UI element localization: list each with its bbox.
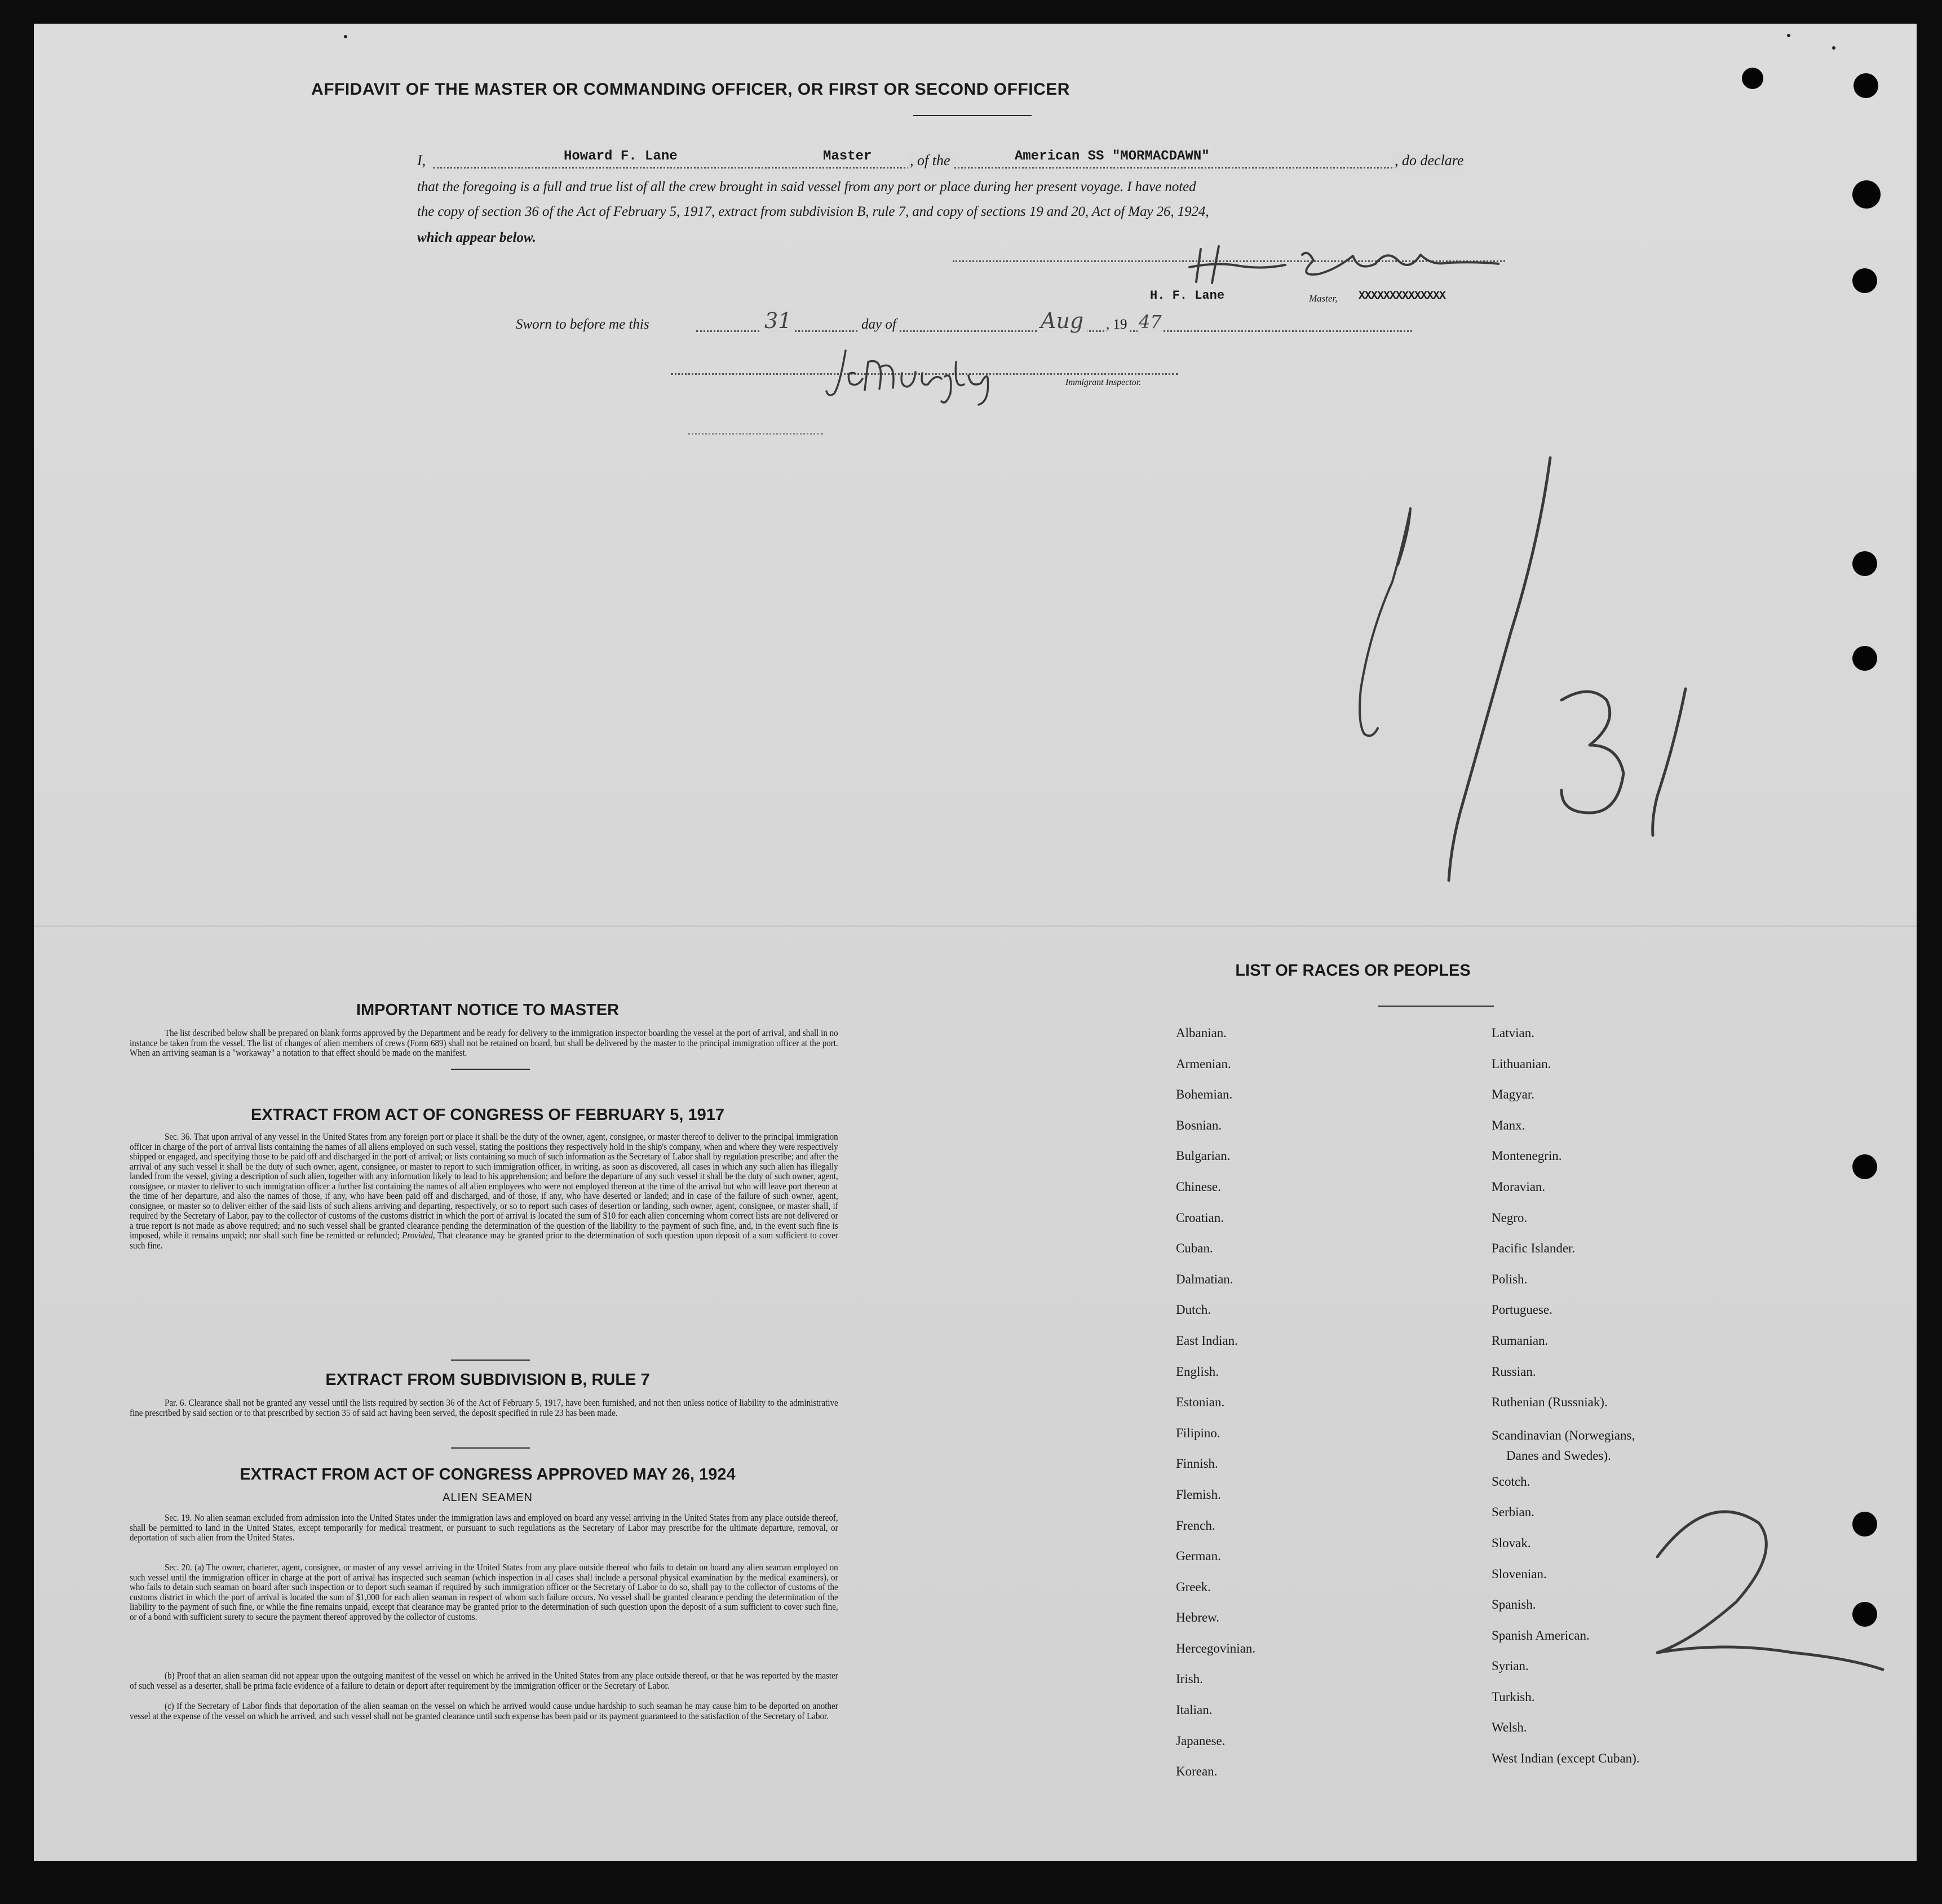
race-item: Cuban. — [1176, 1241, 1213, 1256]
sec36-text: Sec. 36. That upon arrival of any vessel in the United States from any foreign port or place it shall be the duty of the owner, agent, consignee, or master thereof to deliver to the principal immigration officer in charge of the port of arrival lists containing the names of all aliens employed on such vessel, stating the positions they respectively hold in the ship's company, when and where they were respectively shipped or engaged, and specifying those to be paid off and discharged in the port of arrival; or lists containing so much of such information as the Secretary of Labor shall by regulation prescribe; and after the arrival of any such vessel it shall be the duty of such owner, agent, consignee, or master to report to such immigration officer, in writing, as soon as discovered, all cases in which any such alien has illegally landed from the vessel, giving a description of such alien, together with any information likely to lead to his apprehension; and before the departure of any such vessel it shall be the duty of such owner, agent, consignee, or master to deliver to such immigration officer a further list containing the names of all alien employees who were not employed thereon at the time of the arrival but who will leave port thereon at the time of her departure, and also the names of those, if any, who have been paid off and discharged, and of those, if any, who have deserted or landed; and in case of the failure of such owner, agent, consignee, or master so to deliver either of the said lists of such aliens arriving and departing, respectively, or so to report such cases of desertion or landing, such owner, agent, consignee, or master shall, if required by the Secretary of Labor, pay to the collector of customs of the customs district in which the port of arrival is located the sum of $10 for each alien concerning whom correct lists are not delivered or a true report is not made as above required; and no such vessel shall be granted clearance pending the determination of the question of the liability to the payment of such fine, and, in the event such fine is imposed, while it remains unpaid; nor shall such fine be remitted or refunded; — [130, 1131, 838, 1241]
section-rule — [451, 1447, 530, 1449]
master-rank: Master — [823, 149, 872, 164]
race-item: Hercegovinian. — [1176, 1641, 1256, 1655]
affidavit-title: AFFIDAVIT OF THE MASTER OR COMMANDING OFFICER, OR FIRST OR SECOND OFFICER — [311, 80, 1070, 99]
race-item: Bohemian. — [1176, 1087, 1233, 1102]
binder-hole — [1852, 268, 1877, 293]
binder-hole — [1853, 73, 1878, 98]
speck — [344, 35, 347, 38]
race-item-line: Scandinavian (Norwegians, — [1492, 1428, 1635, 1442]
race-item: Polish. — [1492, 1272, 1528, 1286]
extract-rule7-title: EXTRACT FROM SUBDIVISION B, RULE 7 — [325, 1371, 650, 1389]
speck — [1832, 46, 1835, 50]
struck-out-title: XXXXXXXXXXXXXX — [1359, 290, 1446, 303]
extract-rule7-text: Par. 6. Clearance shall not be granted any vessel until the lists required by section 36 of the Act of February 5, 1917, have been furnished, and not then unless notice of liability to the administrative fine prescribed by said section or to that prescribed by section 35 of said act having been served, the deposit specified in rule 23 has been made. — [130, 1397, 838, 1418]
handwritten-page-number — [1325, 452, 1731, 892]
extract-1917-title: EXTRACT FROM ACT OF CONGRESS OF FEBRUARY 5, 1917 — [250, 1106, 725, 1124]
document-sheet — [34, 24, 1917, 1861]
race-item: Turkish. — [1492, 1689, 1535, 1704]
race-item: Estonian. — [1176, 1395, 1225, 1410]
proviso-word: Provided, — [402, 1230, 435, 1241]
year-prefix: , 19 — [1106, 317, 1127, 332]
sec19-text: Sec. 19. No alien seaman excluded from admission into the United States under the immigration laws and employed on board any vessel arriving in the United States from any place outside thereof, shall be permitted to land in the United States, except temporarily for medical treatment, or pursuant to such regulations as the Secretary of Labor may prescribe for the ultimate departure, removal, or deportation of such alien from the United States. — [130, 1512, 838, 1543]
proviso-text: That clearance may be granted prior to the determination of such question upon deposit of a sum sufficient to cover such fine. — [130, 1230, 838, 1251]
title-rule — [913, 115, 1032, 116]
race-item: Portuguese. — [1492, 1303, 1552, 1317]
notice-title: IMPORTANT NOTICE TO MASTER — [356, 1001, 620, 1019]
race-item: Spanish American. — [1492, 1628, 1590, 1642]
race-item: Dutch. — [1176, 1303, 1211, 1317]
declaration-line-1 — [417, 152, 426, 169]
notice-text: The list described below shall be prepared on blank forms approved by the Department and be ready for delivery to the immigration inspector boarding the vessel at the port of arrival, and shall in no instance be taken from the vessel. The list of changes of alien members of crews (Form 689) shall not be retained on board, but shall be delivered by the master to the principal immigration officer at the port. When an arriving seaman is a "workaway" a notation to that effect should be made on the manifest. — [130, 1028, 838, 1058]
section-rule — [451, 1360, 530, 1361]
sworn-prefix: Sworn to before me this — [516, 317, 649, 332]
of-the-text: , of the — [908, 152, 953, 169]
stray-dots — [688, 433, 823, 435]
race-item: Chinese. — [1176, 1179, 1221, 1194]
race-item: Greek. — [1176, 1579, 1211, 1594]
race-item: Bulgarian. — [1176, 1149, 1231, 1163]
binder-hole — [1852, 180, 1881, 209]
sec20a-text: Sec. 20. (a) The owner, charterer, agent, consignee, or master of any vessel arriving in the United States from any place outside thereof who fails to detain on board any alien seaman employed on such vessel until the immigration officer in charge at the port of arrival has inspected such seaman (which inspection in all cases shall include a personal physical examination by the medical examiners), or who fails to detain such seaman on board after such inspection or to deport such seaman if required by such immigration officer or the Secretary of Labor to do so, shall pay to the collector of customs of the customs district in which the port of arrival is located the sum of $1,000 for each alien seaman in respect of whom such failure occurs. No vessel shall be granted clearance pending the determination of the liability to the payment of such fine, or while the fine remains unpaid, except that clearance may be granted prior to the determination of such question upon the deposit of a sum sufficient to cover such fine, or of a bond with sufficient surety to secure the payment thereof approved by the collector of customs. — [130, 1562, 838, 1622]
extract-1917-text — [130, 1132, 838, 1250]
year-suffix: 47 — [1139, 311, 1162, 333]
race-item: Ruthenian (Russniak). — [1492, 1395, 1608, 1410]
race-item: Armenian. — [1176, 1056, 1231, 1071]
race-item: Croatian. — [1176, 1210, 1224, 1225]
race-item: Japanese. — [1176, 1733, 1226, 1748]
race-item: Spanish. — [1492, 1597, 1536, 1612]
race-item: Moravian. — [1492, 1179, 1546, 1194]
race-item: Serbian. — [1492, 1505, 1535, 1520]
declaration-line-2: that the foregoing is a full and true list of all the crew brought in said vessel from any port or place during her present voyage. I have noted — [417, 179, 1196, 194]
binder-hole — [1852, 551, 1877, 576]
race-item — [1492, 1426, 1640, 1475]
race-item: Scotch. — [1492, 1474, 1530, 1489]
do-declare-text: , do declare — [1392, 152, 1464, 169]
race-item: Magyar. — [1492, 1087, 1535, 1102]
race-item: Montenegrin. — [1492, 1149, 1562, 1163]
handwritten-mark — [1624, 1489, 1905, 1681]
race-item: Welsh. — [1492, 1720, 1527, 1735]
races-left-column — [1176, 1026, 1255, 1795]
races-right-column — [1492, 1026, 1640, 1782]
race-item: Bosnian. — [1176, 1118, 1222, 1132]
race-item: Albanian. — [1176, 1026, 1227, 1040]
day-of-text: day of — [858, 317, 900, 333]
race-item: Finnish. — [1176, 1456, 1218, 1471]
master-name: Howard F. Lane — [564, 149, 678, 164]
race-item: German. — [1176, 1549, 1221, 1564]
race-item: West Indian (except Cuban). — [1492, 1751, 1640, 1766]
race-item: Lithuanian. — [1492, 1056, 1551, 1071]
sec20b-text: (b) Proof that an alien seaman did not appear upon the outgoing manifest of the vessel on which he arrived in the United States from any place outside thereof, or that he was reported by the master of such vessel as a deserter, shall be prima facie evidence of a failure to detain or deport after requirement by the immigration officer or the Secretary of Labor. — [130, 1670, 838, 1691]
race-item: Russian. — [1492, 1364, 1536, 1379]
section-rule — [451, 1069, 530, 1070]
race-item: Irish. — [1176, 1672, 1203, 1686]
line-prefix: I, — [417, 152, 426, 169]
extract-1924-subtitle: ALIEN SEAMEN — [443, 1491, 533, 1504]
master-label: Master, — [1309, 293, 1338, 304]
binder-hole — [1852, 1154, 1877, 1179]
race-item: Hebrew. — [1176, 1610, 1220, 1625]
race-item: Negro. — [1492, 1210, 1528, 1225]
page-fold — [34, 926, 1917, 927]
races-title: LIST OF RACES OR PEOPLES — [1235, 962, 1471, 980]
race-item: Dalmatian. — [1176, 1272, 1233, 1286]
race-item: Filipino. — [1176, 1425, 1220, 1440]
race-item: English. — [1176, 1364, 1219, 1379]
race-item: Italian. — [1176, 1703, 1213, 1717]
speck — [1787, 34, 1790, 37]
race-item: Rumanian. — [1492, 1333, 1549, 1348]
inspector-label: Immigrant Inspector. — [1065, 378, 1142, 387]
race-item: French. — [1176, 1518, 1215, 1533]
race-item: Slovak. — [1492, 1535, 1531, 1550]
sec20c-text: (c) If the Secretary of Labor finds that deportation of the alien seaman on the vessel on which he arrived would cause undue hardship to such seaman he may cause him to be deported on another vessel at the expense of the vessel on which he arrived, and such vessel shall not be granted clearance until such expense has been paid or its payment guaranteed to the satisfaction of the Secretary of Labor. — [130, 1701, 838, 1721]
race-item: Pacific Islander. — [1492, 1241, 1576, 1256]
race-item: Manx. — [1492, 1118, 1525, 1132]
sworn-day: 31 — [761, 308, 795, 333]
declaration-line-3: the copy of section 36 of the Act of February 5, 1917, extract from subdivision B, rule 7, and copy of sections 19 and 20, Act of May 26, 1924, — [417, 204, 1209, 219]
race-item: East Indian. — [1176, 1333, 1238, 1348]
master-signature — [1184, 215, 1499, 294]
races-title-rule — [1378, 1006, 1494, 1007]
race-item: Korean. — [1176, 1764, 1218, 1779]
declaration-line-4: which appear below. — [417, 230, 536, 245]
inspector-signature — [823, 339, 1026, 407]
race-item: Latvian. — [1492, 1026, 1534, 1040]
binder-hole — [1852, 646, 1877, 671]
race-item: Syrian. — [1492, 1659, 1529, 1673]
binder-hole — [1742, 68, 1763, 89]
race-item: Slovenian. — [1492, 1566, 1547, 1581]
vessel-name: American SS "MORMACDAWN" — [1015, 149, 1210, 164]
extract-1924-title: EXTRACT FROM ACT OF CONGRESS APPROVED MAY 26, 1924 — [240, 1465, 736, 1484]
signer-typed-name: H. F. Lane — [1150, 289, 1225, 303]
sworn-month: Aug — [1037, 308, 1087, 333]
race-item: Flemish. — [1176, 1487, 1221, 1502]
race-item-line: Danes and Swedes). — [1506, 1448, 1611, 1463]
